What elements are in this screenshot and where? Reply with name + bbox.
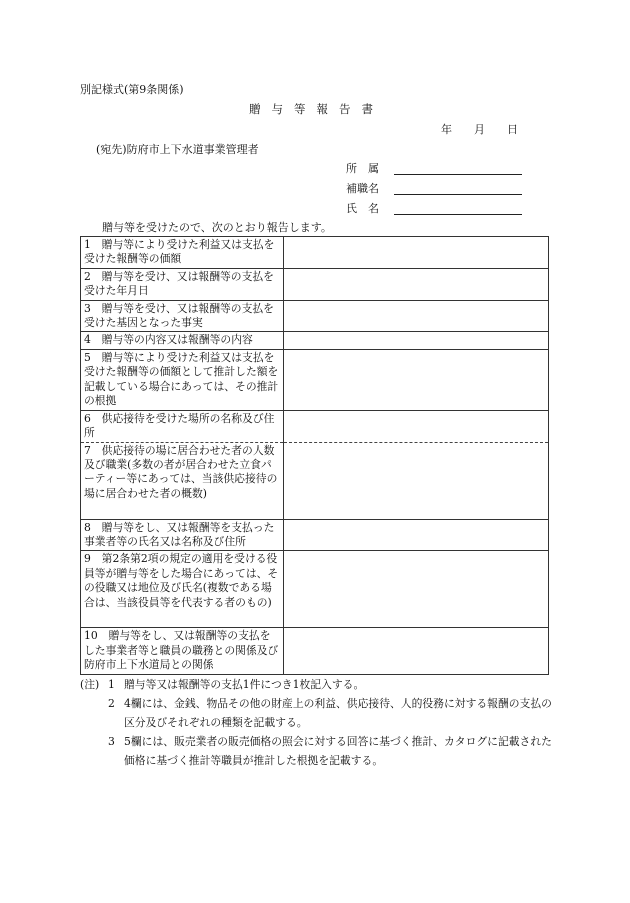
note-text: 贈与等又は報酬等の支払1件につき1枚記入する。 [124, 678, 365, 691]
row-label: 10 贈与等をし、又は報酬等の支払をした事業者等と職員の職務との関係及び防府市上下水道局との関係 [81, 628, 284, 674]
form-reference: 別記様式(第9条関係) [80, 83, 184, 96]
note-item [80, 694, 560, 732]
row-value-field[interactable] [284, 442, 549, 519]
row-value-field[interactable] [284, 237, 549, 269]
row-label: 6 供応接待を受けた場所の名称及び住所 [81, 410, 284, 442]
notes-prefix: (注) [80, 678, 100, 691]
note-number: 1 [108, 678, 115, 691]
table-row [81, 628, 549, 674]
row-value-field[interactable] [284, 410, 549, 442]
row-value-field[interactable] [284, 628, 549, 674]
intro-text: 贈与等を受けたので、次のとおり報告します。 [102, 221, 332, 234]
row-label: 5 贈与等により受けた利益又は支払を受けた報酬等の価額として推計した額を記載している場合にあっては、その推計の根拠 [81, 349, 284, 410]
table-row [81, 237, 549, 269]
position-label: 補職名 [346, 182, 379, 195]
row-label: 3 贈与等を受け、又は報酬等の支払を受けた基因となった事実 [81, 300, 284, 332]
table-row [81, 300, 549, 332]
row-value-field[interactable] [284, 519, 549, 551]
notes-section [80, 675, 560, 770]
department-field[interactable] [394, 174, 522, 175]
page-title: 贈与等報告書 [249, 102, 384, 116]
table-row [81, 410, 549, 442]
row-value-field[interactable] [284, 349, 549, 410]
table-row [81, 519, 549, 551]
department-label: 所 属 [346, 162, 379, 175]
row-label: 4 贈与等の内容又は報酬等の内容 [81, 332, 284, 349]
date-line: 年 月 日 [441, 123, 518, 136]
report-table [80, 236, 549, 675]
name-field[interactable] [394, 214, 522, 215]
row-label: 2 贈与等を受け、又は報酬等の支払を受けた年月日 [81, 268, 284, 300]
table-row [81, 268, 549, 300]
row-label: 8 贈与等をし、又は報酬等を支払った事業者等の氏名又は名称及び住所 [81, 519, 284, 551]
row-value-field[interactable] [284, 268, 549, 300]
row-value-field[interactable] [284, 551, 549, 628]
table-row [81, 349, 549, 410]
note-text: 5欄には、販売業者の販売価格の照会に対する回答に基づく推計、カタログに記載された価格に基づく推計等職員が推計した根拠を記載する。 [124, 735, 552, 767]
table-row [81, 442, 549, 519]
position-field[interactable] [394, 194, 522, 195]
row-label: 9 第2条第2項の規定の適用を受ける役員等が贈与等をした場合にあっては、その役職又は地位及び氏名(複数である場合は、当該役員等を代表する者のもの) [81, 551, 284, 628]
table-row [81, 332, 549, 349]
name-label: 氏 名 [346, 202, 379, 215]
note-item [80, 675, 560, 694]
addressee: (宛先)防府市上下水道事業管理者 [96, 143, 259, 156]
row-label: 1 贈与等により受けた利益又は支払を受けた報酬等の価額 [81, 237, 284, 269]
note-item [80, 732, 560, 770]
note-number: 2 [108, 697, 115, 710]
row-value-field[interactable] [284, 300, 549, 332]
row-value-field[interactable] [284, 332, 549, 349]
note-text: 4欄には、金銭、物品その他の財産上の利益、供応接待、人的役務に対する報酬の支払の区分及びそれぞれの種類を記載する。 [124, 697, 552, 729]
table-row [81, 551, 549, 628]
note-number: 3 [108, 735, 115, 748]
row-label: 7 供応接待の場に居合わせた者の人数及び職業(多数の者が居合わせた立食パーティー等にあっては、当該供応接待の場に居合わせた者の概数) [81, 442, 284, 519]
